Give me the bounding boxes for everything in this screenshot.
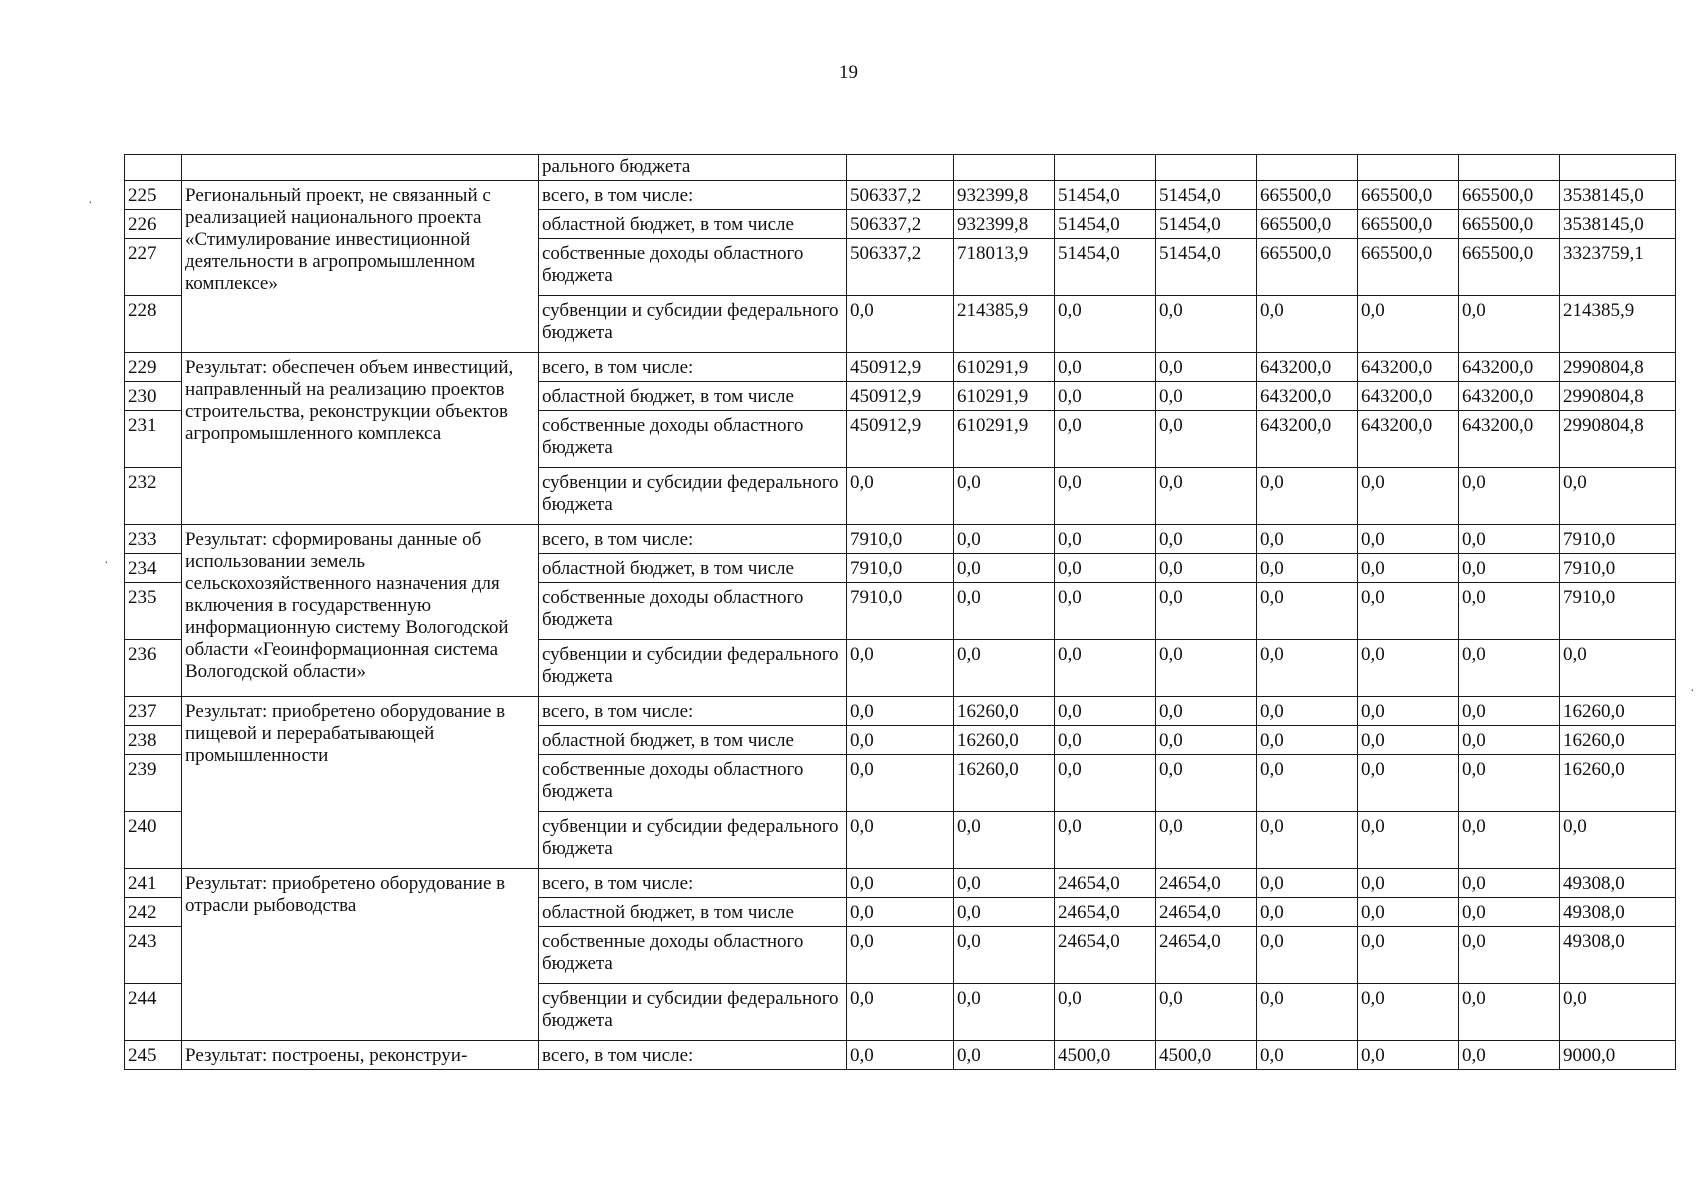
value-cell — [1257, 155, 1358, 181]
table-row — [125, 353, 1676, 382]
row-name-cell: Результат: обеспечен объем инвестиций, направленный на реализацию проектов строительства, реконструкции объектов агропромышленного комплекса — [182, 353, 539, 525]
value-cell: 0,0 — [1055, 640, 1156, 697]
value-cell: 0,0 — [847, 755, 954, 812]
value-cell: 506337,2 — [847, 239, 954, 296]
value-cell: 0,0 — [1156, 296, 1257, 353]
value-cell: 0,0 — [1358, 927, 1459, 984]
value-cell: 0,0 — [1459, 697, 1560, 726]
value-cell: 0,0 — [1156, 554, 1257, 583]
value-cell: 214385,9 — [1560, 296, 1676, 353]
row-name-cell: Результат: приобретено оборудование в пищевой и перерабатывающей промышленности — [182, 697, 539, 869]
value-cell: 2990804,8 — [1560, 382, 1676, 411]
value-cell: 665500,0 — [1257, 239, 1358, 296]
value-cell: 0,0 — [1459, 726, 1560, 755]
value-cell: 24654,0 — [1156, 927, 1257, 984]
value-cell: 0,0 — [1560, 468, 1676, 525]
value-cell — [1560, 155, 1676, 181]
value-cell: 7910,0 — [1560, 525, 1676, 554]
value-cell: 0,0 — [1055, 726, 1156, 755]
value-cell: 0,0 — [954, 898, 1055, 927]
value-cell: 665500,0 — [1257, 210, 1358, 239]
value-cell: 643200,0 — [1257, 382, 1358, 411]
row-number-cell: 236 — [125, 640, 182, 697]
value-cell: 610291,9 — [954, 353, 1055, 382]
value-cell: 665500,0 — [1257, 181, 1358, 210]
value-cell: 0,0 — [1055, 382, 1156, 411]
value-cell: 643200,0 — [1358, 382, 1459, 411]
value-cell: 0,0 — [1459, 898, 1560, 927]
value-cell: 0,0 — [1257, 583, 1358, 640]
funding-source-cell: всего, в том числе: — [539, 353, 847, 382]
value-cell: 0,0 — [1459, 296, 1560, 353]
value-cell: 0,0 — [1257, 755, 1358, 812]
value-cell: 0,0 — [1459, 554, 1560, 583]
funding-source-cell: субвенции и субсидии федерального бюджета — [539, 296, 847, 353]
value-cell: 0,0 — [847, 812, 954, 869]
row-number-cell: 242 — [125, 898, 182, 927]
row-number-cell: 231 — [125, 411, 182, 468]
value-cell: 51454,0 — [1055, 239, 1156, 296]
value-cell: 2990804,8 — [1560, 353, 1676, 382]
value-cell: 506337,2 — [847, 210, 954, 239]
value-cell: 0,0 — [847, 869, 954, 898]
row-number-cell: 235 — [125, 583, 182, 640]
row-number-cell: 233 — [125, 525, 182, 554]
value-cell: 0,0 — [1055, 812, 1156, 869]
value-cell: 0,0 — [1358, 468, 1459, 525]
value-cell — [1358, 155, 1459, 181]
value-cell: 0,0 — [1055, 411, 1156, 468]
row-number-cell: 238 — [125, 726, 182, 755]
value-cell: 51454,0 — [1055, 210, 1156, 239]
value-cell: 0,0 — [1459, 927, 1560, 984]
row-name-cell: Региональный проект, не связанный с реализацией национального проекта «Стимулирование инвестиционной деятельности в агропромышленном комплексе» — [182, 181, 539, 353]
value-cell: 0,0 — [847, 468, 954, 525]
funding-source-cell: рального бюджета — [539, 155, 847, 181]
value-cell: 0,0 — [1156, 640, 1257, 697]
value-cell — [1459, 155, 1560, 181]
value-cell: 0,0 — [954, 525, 1055, 554]
value-cell: 0,0 — [954, 468, 1055, 525]
value-cell: 7910,0 — [847, 554, 954, 583]
margin-dot: · — [104, 556, 109, 571]
value-cell: 0,0 — [1055, 296, 1156, 353]
funding-source-cell: всего, в том числе: — [539, 869, 847, 898]
value-cell: 0,0 — [1156, 812, 1257, 869]
funding-source-cell: всего, в том числе: — [539, 697, 847, 726]
value-cell: 3538145,0 — [1560, 210, 1676, 239]
table-row — [125, 525, 1676, 554]
funding-source-cell: субвенции и субсидии федерального бюджета — [539, 984, 847, 1041]
value-cell: 0,0 — [1055, 583, 1156, 640]
value-cell: 0,0 — [1358, 726, 1459, 755]
value-cell: 665500,0 — [1459, 181, 1560, 210]
value-cell: 0,0 — [847, 927, 954, 984]
value-cell: 643200,0 — [1459, 353, 1560, 382]
value-cell: 0,0 — [1257, 898, 1358, 927]
table-row — [125, 1041, 1676, 1070]
row-name-cell — [182, 155, 539, 181]
value-cell: 49308,0 — [1560, 898, 1676, 927]
value-cell: 0,0 — [1560, 984, 1676, 1041]
funding-source-cell: собственные доходы областного бюджета — [539, 755, 847, 812]
value-cell — [847, 155, 954, 181]
value-cell: 0,0 — [847, 984, 954, 1041]
row-number-cell: 232 — [125, 468, 182, 525]
value-cell: 0,0 — [1055, 755, 1156, 812]
value-cell: 0,0 — [954, 554, 1055, 583]
funding-source-cell: областной бюджет, в том числе — [539, 210, 847, 239]
value-cell: 0,0 — [1257, 1041, 1358, 1070]
row-number-cell: 243 — [125, 927, 182, 984]
funding-source-cell: всего, в том числе: — [539, 181, 847, 210]
value-cell: 0,0 — [1156, 697, 1257, 726]
value-cell: 0,0 — [954, 812, 1055, 869]
value-cell: 0,0 — [1358, 869, 1459, 898]
value-cell: 506337,2 — [847, 181, 954, 210]
value-cell: 0,0 — [1257, 525, 1358, 554]
value-cell: 51454,0 — [1156, 181, 1257, 210]
value-cell: 0,0 — [1358, 697, 1459, 726]
value-cell: 49308,0 — [1560, 869, 1676, 898]
value-cell: 0,0 — [1156, 755, 1257, 812]
row-number-cell: 245 — [125, 1041, 182, 1070]
value-cell: 643200,0 — [1257, 353, 1358, 382]
value-cell: 0,0 — [954, 583, 1055, 640]
value-cell: 0,0 — [1055, 525, 1156, 554]
value-cell: 2990804,8 — [1560, 411, 1676, 468]
funding-source-cell: субвенции и субсидии федерального бюджета — [539, 640, 847, 697]
value-cell: 0,0 — [1257, 296, 1358, 353]
value-cell: 0,0 — [1459, 583, 1560, 640]
value-cell: 0,0 — [1257, 984, 1358, 1041]
value-cell — [1055, 155, 1156, 181]
value-cell: 16260,0 — [954, 726, 1055, 755]
value-cell: 51454,0 — [1055, 181, 1156, 210]
value-cell: 0,0 — [847, 898, 954, 927]
table-row — [125, 869, 1676, 898]
row-name-cell: Результат: сформированы данные об использовании земель сельскохозяйственного назначения для включения в государственную информационную систему Вологодской области «Геоинформационная система Вологодской области» — [182, 525, 539, 697]
value-cell: 0,0 — [954, 640, 1055, 697]
value-cell: 0,0 — [1257, 697, 1358, 726]
table-row — [125, 181, 1676, 210]
value-cell: 0,0 — [1358, 296, 1459, 353]
value-cell: 0,0 — [1257, 869, 1358, 898]
value-cell: 16260,0 — [954, 755, 1055, 812]
row-number-cell: 239 — [125, 755, 182, 812]
funding-source-cell: субвенции и субсидии федерального бюджета — [539, 812, 847, 869]
value-cell: 4500,0 — [1156, 1041, 1257, 1070]
funding-source-cell: собственные доходы областного бюджета — [539, 927, 847, 984]
row-number-cell: 230 — [125, 382, 182, 411]
value-cell: 0,0 — [1055, 554, 1156, 583]
value-cell: 0,0 — [1560, 812, 1676, 869]
value-cell: 0,0 — [1358, 812, 1459, 869]
value-cell: 0,0 — [1358, 640, 1459, 697]
value-cell: 450912,9 — [847, 411, 954, 468]
row-name-cell: Результат: построены, реконструи- — [182, 1041, 539, 1070]
value-cell: 7910,0 — [847, 525, 954, 554]
value-cell: 16260,0 — [1560, 697, 1676, 726]
value-cell: 0,0 — [1156, 984, 1257, 1041]
value-cell: 0,0 — [1055, 468, 1156, 525]
value-cell: 0,0 — [954, 927, 1055, 984]
value-cell: 665500,0 — [1459, 210, 1560, 239]
value-cell: 0,0 — [1257, 812, 1358, 869]
value-cell: 24654,0 — [1156, 869, 1257, 898]
value-cell: 450912,9 — [847, 353, 954, 382]
value-cell: 0,0 — [1055, 697, 1156, 726]
row-number-cell: 228 — [125, 296, 182, 353]
row-number-cell: 225 — [125, 181, 182, 210]
value-cell: 0,0 — [1257, 640, 1358, 697]
value-cell: 643200,0 — [1459, 411, 1560, 468]
value-cell — [1156, 155, 1257, 181]
value-cell: 0,0 — [1358, 755, 1459, 812]
row-number-cell: 226 — [125, 210, 182, 239]
value-cell: 610291,9 — [954, 382, 1055, 411]
value-cell: 0,0 — [847, 697, 954, 726]
value-cell: 3538145,0 — [1560, 181, 1676, 210]
value-cell: 0,0 — [1358, 583, 1459, 640]
value-cell: 0,0 — [1257, 554, 1358, 583]
funding-source-cell: областной бюджет, в том числе — [539, 726, 847, 755]
value-cell: 49308,0 — [1560, 927, 1676, 984]
value-cell: 0,0 — [1055, 353, 1156, 382]
value-cell: 7910,0 — [847, 583, 954, 640]
row-number-cell: 234 — [125, 554, 182, 583]
value-cell: 3323759,1 — [1560, 239, 1676, 296]
value-cell: 610291,9 — [954, 411, 1055, 468]
value-cell: 24654,0 — [1055, 898, 1156, 927]
value-cell: 0,0 — [1459, 640, 1560, 697]
table-row — [125, 155, 1676, 181]
value-cell: 665500,0 — [1459, 239, 1560, 296]
row-number-cell: 240 — [125, 812, 182, 869]
value-cell: 643200,0 — [1358, 411, 1459, 468]
value-cell: 0,0 — [1156, 468, 1257, 525]
value-cell: 9000,0 — [1560, 1041, 1676, 1070]
funding-source-cell: собственные доходы областного бюджета — [539, 239, 847, 296]
funding-source-cell: всего, в том числе: — [539, 1041, 847, 1070]
funding-source-cell: собственные доходы областного бюджета — [539, 411, 847, 468]
value-cell: 0,0 — [1358, 525, 1459, 554]
value-cell: 665500,0 — [1358, 239, 1459, 296]
value-cell: 643200,0 — [1358, 353, 1459, 382]
value-cell: 16260,0 — [1560, 726, 1676, 755]
budget-table — [124, 154, 1676, 1070]
value-cell: 0,0 — [954, 1041, 1055, 1070]
row-number-cell: 227 — [125, 239, 182, 296]
value-cell: 7910,0 — [1560, 554, 1676, 583]
value-cell: 0,0 — [1459, 984, 1560, 1041]
value-cell: 0,0 — [1358, 984, 1459, 1041]
value-cell: 0,0 — [954, 984, 1055, 1041]
value-cell: 643200,0 — [1459, 382, 1560, 411]
value-cell: 4500,0 — [1055, 1041, 1156, 1070]
value-cell: 718013,9 — [954, 239, 1055, 296]
value-cell: 24654,0 — [1156, 898, 1257, 927]
value-cell: 0,0 — [1358, 554, 1459, 583]
value-cell: 0,0 — [1459, 812, 1560, 869]
value-cell: 24654,0 — [1055, 869, 1156, 898]
value-cell: 0,0 — [1459, 525, 1560, 554]
value-cell: 0,0 — [1459, 468, 1560, 525]
page-number: 19 — [839, 62, 858, 83]
value-cell: 0,0 — [1257, 927, 1358, 984]
value-cell: 0,0 — [1459, 869, 1560, 898]
funding-source-cell: субвенции и субсидии федерального бюджета — [539, 468, 847, 525]
value-cell: 0,0 — [1459, 1041, 1560, 1070]
value-cell: 0,0 — [1156, 583, 1257, 640]
value-cell: 643200,0 — [1257, 411, 1358, 468]
value-cell: 0,0 — [1156, 726, 1257, 755]
value-cell: 0,0 — [1257, 468, 1358, 525]
value-cell: 665500,0 — [1358, 181, 1459, 210]
value-cell: 0,0 — [1257, 726, 1358, 755]
value-cell: 51454,0 — [1156, 210, 1257, 239]
row-number-cell: 229 — [125, 353, 182, 382]
value-cell: 24654,0 — [1055, 927, 1156, 984]
row-name-cell: Результат: приобретено оборудование в отрасли рыбоводства — [182, 869, 539, 1041]
value-cell: 16260,0 — [1560, 755, 1676, 812]
table-row — [125, 697, 1676, 726]
funding-source-cell: областной бюджет, в том числе — [539, 554, 847, 583]
value-cell: 932399,8 — [954, 210, 1055, 239]
value-cell: 7910,0 — [1560, 583, 1676, 640]
value-cell: 0,0 — [847, 296, 954, 353]
value-cell: 0,0 — [847, 640, 954, 697]
value-cell: 51454,0 — [1156, 239, 1257, 296]
row-number-cell — [125, 155, 182, 181]
value-cell: 0,0 — [1156, 525, 1257, 554]
value-cell: 214385,9 — [954, 296, 1055, 353]
row-number-cell: 241 — [125, 869, 182, 898]
value-cell: 0,0 — [1358, 898, 1459, 927]
row-number-cell: 237 — [125, 697, 182, 726]
funding-source-cell: областной бюджет, в том числе — [539, 382, 847, 411]
value-cell: 0,0 — [1560, 640, 1676, 697]
value-cell: 665500,0 — [1358, 210, 1459, 239]
value-cell: 0,0 — [847, 1041, 954, 1070]
value-cell: 0,0 — [1156, 353, 1257, 382]
value-cell: 0,0 — [1055, 984, 1156, 1041]
value-cell: 0,0 — [1358, 1041, 1459, 1070]
row-number-cell: 244 — [125, 984, 182, 1041]
value-cell: 0,0 — [954, 869, 1055, 898]
value-cell: 932399,8 — [954, 181, 1055, 210]
funding-source-cell: всего, в том числе: — [539, 525, 847, 554]
margin-dot: · — [1690, 684, 1695, 699]
value-cell: 0,0 — [847, 726, 954, 755]
value-cell: 450912,9 — [847, 382, 954, 411]
value-cell: 0,0 — [1156, 411, 1257, 468]
margin-dot: · — [88, 196, 93, 211]
value-cell — [954, 155, 1055, 181]
funding-source-cell: областной бюджет, в том числе — [539, 898, 847, 927]
value-cell: 0,0 — [1459, 755, 1560, 812]
funding-source-cell: собственные доходы областного бюджета — [539, 583, 847, 640]
value-cell: 0,0 — [1156, 382, 1257, 411]
value-cell: 16260,0 — [954, 697, 1055, 726]
